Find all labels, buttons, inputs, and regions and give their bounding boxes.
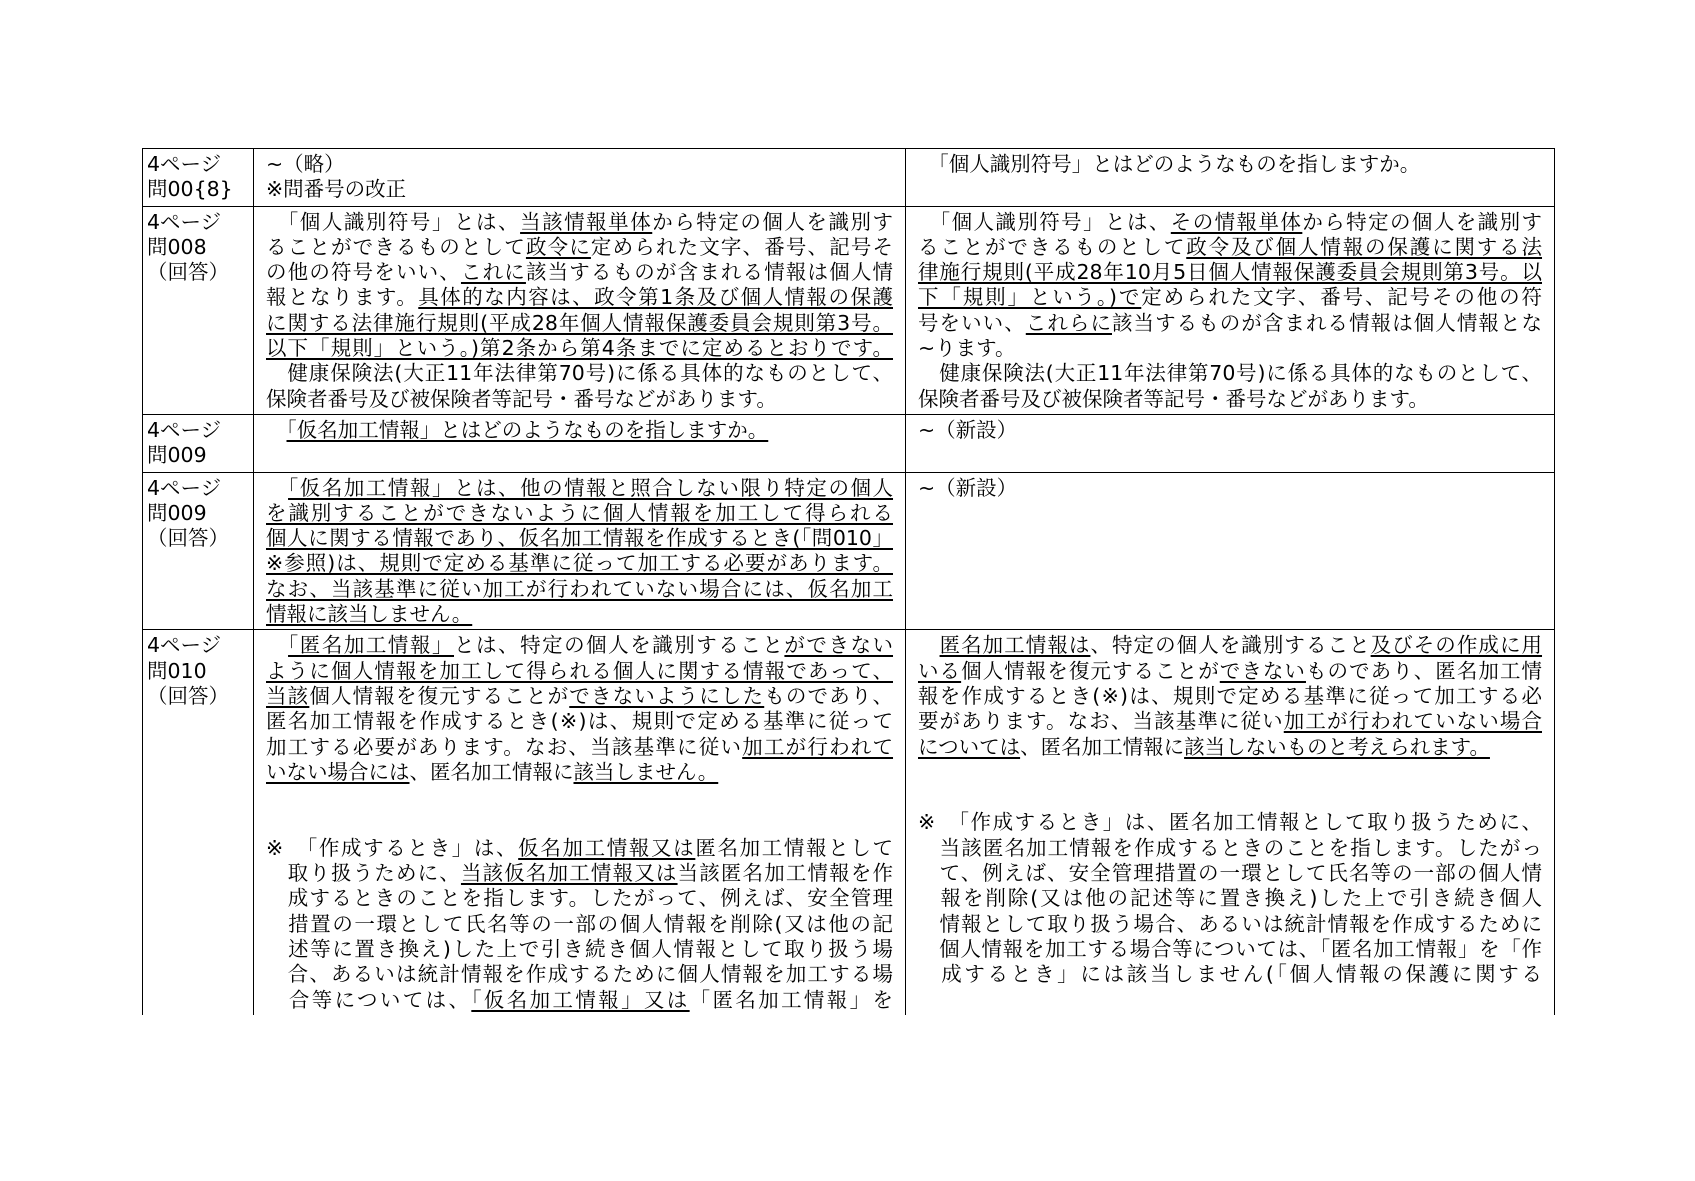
revision-table bbox=[142, 148, 1555, 1015]
text-line: 報となります。具体的な内容は、政令第1条及び個人情報の保護 bbox=[266, 285, 893, 310]
revised-text-cell bbox=[254, 206, 906, 414]
text-line: 取り扱うために、当該仮名加工情報又は当該匿名加工情報を作 bbox=[266, 861, 894, 886]
underlined-revision: 情報に該当しません。 bbox=[266, 602, 473, 627]
underlined-revision: 「仮名加工情報」とは、他の情報と照合しない限り特定の個人 bbox=[288, 475, 894, 500]
text-line: 「個人識別符号」とはどのようなものを指しますか。 bbox=[918, 152, 1421, 176]
underlined-revision: 及びその作成に用 bbox=[1370, 633, 1543, 658]
text-line: 4ページ bbox=[147, 417, 222, 442]
text-line bbox=[266, 577, 893, 602]
underlined-revision: に関する法律施行規則(平成28年個人情報保護委員会規則第3号。 bbox=[266, 310, 893, 335]
underlined-revision: 以下「規則」という。)第2条から第4条までに定めるとおりです。 bbox=[266, 336, 893, 361]
text-line: 「個人識別符号」とは、当該情報単体から特定の個人を識別す bbox=[266, 209, 894, 234]
text-line bbox=[266, 602, 893, 627]
text-line: いる個人情報を復元することができないものであり、匿名加工情 bbox=[918, 658, 1543, 683]
underlined-revision: 該当しないものと考えられます。 bbox=[1184, 734, 1490, 759]
text-line: 保険者番号及び被保険者等記号・番号などがあります。 bbox=[918, 386, 1429, 411]
underlined-revision: 下「規則」という。)で bbox=[918, 285, 1142, 310]
text-line: 保険者番号及び被保険者等記号・番号などがあります。 bbox=[266, 386, 777, 411]
underlined-revision: いない場合には bbox=[266, 759, 410, 784]
text-line: ることができるものとして政令及び個人情報の保護に関する法 bbox=[918, 234, 1543, 259]
underlined-revision: なお、当該基準に従い加工が行われていない場合には、仮名加工 bbox=[266, 576, 893, 601]
text-line: 合等については、「仮名加工情報」又は「匿名加工情報」を bbox=[266, 987, 894, 1012]
underlined-revision: ができない bbox=[784, 633, 894, 658]
underlined-revision: ように個人情報を加工して得られる個人に関する情報であって、 bbox=[266, 658, 893, 683]
text-line: 当該匿名加工情報を作成するときのことを指します。したがっ bbox=[918, 835, 1542, 860]
text-line bbox=[266, 785, 893, 810]
current-text-cell bbox=[906, 206, 1555, 414]
underlined-revision: ※参照)は、規則で定める基準に従って加工する必要があります。 bbox=[266, 551, 893, 576]
underlined-revision: 加工が行われていない場合 bbox=[1283, 709, 1542, 734]
underlined-revision: 政令に bbox=[525, 234, 591, 259]
text-line bbox=[266, 659, 893, 684]
text-line: ~ります。 bbox=[918, 336, 1016, 361]
text-line: 4ページ bbox=[147, 152, 222, 176]
underlined-revision: 当該情報単体 bbox=[520, 209, 653, 234]
current-text-cell bbox=[906, 472, 1555, 630]
text-line: 成するときのことを指します。したがって、例えば、安全管理 bbox=[266, 886, 893, 911]
text-line: 号をいい、これらに該当するものが含まれる情報は個人情報とな bbox=[918, 310, 1543, 335]
table-body bbox=[143, 149, 1555, 1015]
text-line: 問009 bbox=[147, 500, 207, 525]
text-line: 要があります。なお、当該基準に従い加工が行われていない場合 bbox=[918, 709, 1542, 734]
underlined-revision: いる bbox=[918, 658, 962, 683]
text-line: いない場合には、匿名加工情報に該当しません。 bbox=[266, 759, 719, 784]
text-line bbox=[266, 418, 893, 443]
text-line: 合、あるいは統計情報を作成するために個人情報を加工する場 bbox=[266, 962, 893, 987]
text-line: 匿名加工情報は、特定の個人を識別すること及びその作成に用 bbox=[939, 633, 1543, 658]
text-line bbox=[918, 260, 1542, 285]
text-line: （回答） bbox=[147, 526, 229, 551]
text-line: 健康保険法(大正11年法律第70号)に係る具体的なものとして、 bbox=[266, 361, 893, 386]
text-line: 情報として取り扱う場合、あるいは統計情報を作成するために bbox=[918, 911, 1542, 936]
reference-cell bbox=[143, 149, 254, 207]
reference-cell bbox=[143, 414, 254, 472]
current-text-cell bbox=[906, 414, 1555, 472]
text-line: 成するとき」には該当しません(「個人情報の保護に関する bbox=[918, 962, 1542, 987]
text-line: 問010 bbox=[147, 658, 207, 683]
underlined-revision: これらに bbox=[1025, 310, 1112, 335]
text-line: の他の符号をいい、これに該当するものが含まれる情報は個人情 bbox=[266, 260, 894, 285]
table-row bbox=[143, 630, 1555, 1015]
current-text-cell bbox=[906, 630, 1555, 1015]
text-line: 措置の一環として氏名等の一部の個人情報を削除(又は他の記 bbox=[266, 911, 893, 936]
text-line: 述等に置き換え)した上で引き続き個人情報として取り扱う場 bbox=[266, 936, 893, 961]
underlined-revision: については bbox=[918, 734, 1021, 759]
text-line: 個人情報を加工する場合等については、「匿名加工情報」を「作 bbox=[918, 936, 1542, 961]
text-line: 問009 bbox=[147, 443, 207, 468]
text-line bbox=[266, 526, 893, 551]
text-line: 4ページ bbox=[147, 633, 222, 658]
table-row bbox=[143, 149, 1555, 207]
text-line: 報を作成するとき(※)は、規則で定める基準に従って加工する必 bbox=[918, 683, 1542, 708]
underlined-revision: を識別することができないように個人情報を加工して得られる bbox=[266, 500, 893, 525]
text-line: 「個人識別符号」とは、その情報単体から特定の個人を識別す bbox=[918, 209, 1543, 234]
table-row bbox=[143, 472, 1555, 630]
text-line: 健康保険法(大正11年法律第70号)に係る具体的なものとして、 bbox=[918, 361, 1542, 386]
underlined-revision: その情報単体 bbox=[1170, 209, 1303, 234]
table-row bbox=[143, 414, 1555, 472]
text-line: ~（略） bbox=[266, 152, 345, 176]
underlined-revision: 該当しません。 bbox=[573, 759, 719, 784]
revised-text-cell bbox=[254, 472, 906, 630]
reference-cell bbox=[143, 630, 254, 1015]
reference-cell bbox=[143, 472, 254, 630]
underlined-revision: 当該 bbox=[266, 683, 310, 708]
text-line: 「匿名加工情報」とは、特定の個人を識別することができない bbox=[288, 633, 894, 658]
text-line: ※ 「作成するとき」は、仮名加工情報又は匿名加工情報として bbox=[266, 835, 894, 860]
underlined-revision: できない bbox=[1219, 658, 1306, 683]
comparison-table bbox=[142, 0, 1554, 1015]
reference-cell bbox=[143, 206, 254, 414]
text-line: （回答） bbox=[147, 260, 229, 285]
text-line: 4ページ bbox=[147, 209, 222, 234]
text-line bbox=[918, 760, 1542, 785]
revised-text-cell bbox=[254, 149, 906, 207]
text-line bbox=[266, 551, 893, 576]
text-line bbox=[266, 810, 893, 835]
text-line bbox=[918, 785, 1542, 810]
text-line bbox=[266, 336, 893, 361]
underlined-revision: 政令及び個人情報の保護に関する法 bbox=[1186, 234, 1543, 259]
text-line: 下「規則」という。)で定められた文字、番号、記号その他の符 bbox=[918, 285, 1543, 310]
revised-text-cell bbox=[254, 630, 906, 1015]
underlined-revision: 「匿名加工情報」 bbox=[288, 633, 454, 658]
underlined-revision: 「仮名加工情報」又は bbox=[471, 987, 690, 1012]
text-line: 報を削除(又は他の記述等に置き換え)した上で引き続き個人 bbox=[918, 886, 1542, 911]
text-line: 当該個人情報を復元することができないようにしたものであり、 bbox=[266, 683, 894, 708]
text-line bbox=[266, 476, 893, 501]
text-line: ※ 「作成するとき」は、匿名加工情報として取り扱うために、 bbox=[918, 810, 1542, 835]
underlined-revision: 仮名加工情報又は bbox=[518, 835, 696, 860]
text-line: 加工する必要があります。なお、当該基準に従い加工が行われて bbox=[266, 734, 894, 759]
text-line bbox=[266, 311, 893, 336]
underlined-revision: できないようにした bbox=[569, 683, 765, 708]
text-line: 4ページ bbox=[147, 475, 222, 500]
text-line bbox=[266, 501, 893, 526]
revised-text-cell bbox=[254, 414, 906, 472]
underlined-revision: 当該仮名加工情報又は bbox=[460, 861, 678, 886]
text-line: 匿名加工情報を作成するとき(※)は、規則で定める基準に従って bbox=[266, 709, 893, 734]
text-line: ~（新設） bbox=[918, 475, 1018, 500]
text-line: （回答） bbox=[147, 683, 229, 708]
text-line: ~（新設） bbox=[918, 417, 1018, 442]
text-line: て、例えば、安全管理措置の一環として氏名等の一部の個人情 bbox=[918, 861, 1542, 886]
underlined-revision: 個人に関する情報であり、仮名加工情報を作成するとき(「問010」 bbox=[266, 526, 893, 551]
current-text-cell bbox=[906, 149, 1555, 207]
text-line: ることができるものとして政令に定められた文字、番号、記号そ bbox=[266, 234, 894, 259]
underlined-revision: 「仮名加工情報」とはどのようなものを指しますか。 bbox=[286, 417, 769, 442]
text-line: 問00{8} bbox=[147, 177, 233, 202]
underlined-revision: 匿名加工情報は bbox=[939, 633, 1091, 658]
text-line: 問008 bbox=[147, 234, 207, 259]
text-line: ※問番号の改正 bbox=[266, 177, 407, 202]
underlined-revision: 加工が行われて bbox=[742, 734, 894, 759]
table-row bbox=[143, 206, 1555, 414]
underlined-revision: 具体的な内容は、政令第1条及び個人情報の保護 bbox=[418, 285, 893, 310]
underlined-revision: 律施行規則(平成28年10月5日個人情報保護委員会規則第3号。以 bbox=[918, 260, 1542, 285]
text-line: については、匿名加工情報に該当しないものと考えられます。 bbox=[918, 734, 1490, 759]
underlined-revision: これに bbox=[460, 260, 526, 285]
